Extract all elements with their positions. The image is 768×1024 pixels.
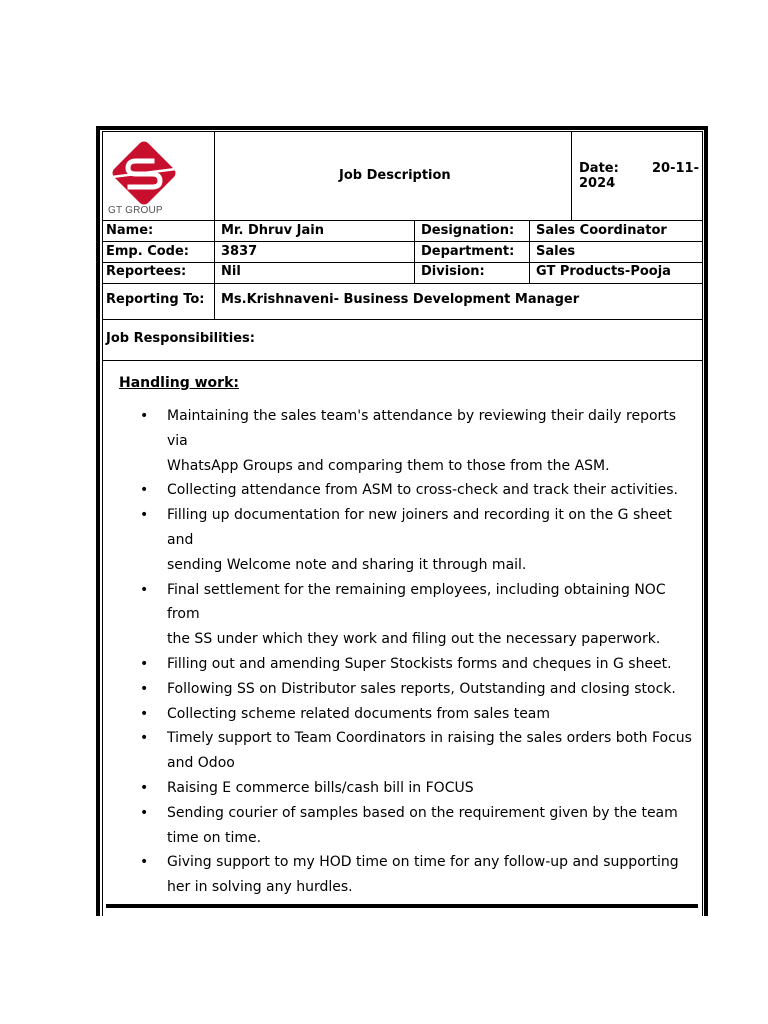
bullet-icon: • xyxy=(140,730,149,747)
responsibilities-list xyxy=(140,404,700,900)
bullet-icon: • xyxy=(140,507,149,524)
reporting-to-label: Reporting To: xyxy=(106,292,205,307)
list-item-line: Following SS on Distributor sales reports, Outstanding and closing stock. xyxy=(167,680,676,697)
date-value: 20-11- xyxy=(652,161,699,176)
bullet-icon: • xyxy=(140,705,149,722)
designation-label: Designation: xyxy=(421,223,515,238)
bullet-icon: • xyxy=(140,482,149,499)
list-item-line: Filling out and amending Super Stockists forms and cheques in G sheet. xyxy=(167,655,672,672)
document-bottom-rule xyxy=(106,904,698,908)
table-rule xyxy=(529,220,530,283)
list-item-line: Final settlement for the remaining employees, including obtaining NOC from xyxy=(167,581,666,623)
name-value: Mr. Dhruv Jain xyxy=(221,223,324,238)
list-item-line: and Odoo xyxy=(167,755,235,772)
list-item-line: her in solving any hurdles. xyxy=(167,879,353,896)
reporting-to-value: Ms.Krishnaveni- Business Development Manager xyxy=(221,292,580,307)
logo-text: GT GROUP xyxy=(108,205,163,216)
table-rule xyxy=(102,360,703,361)
list-item-line: Maintaining the sales team's attendance by reviewing their daily reports via xyxy=(167,408,677,449)
list-item-line: Timely support to Team Coordinators in raising the sales orders both Focus xyxy=(167,730,692,747)
list-item xyxy=(140,404,700,478)
reportees-value: Nil xyxy=(221,264,241,279)
date-label: Date: xyxy=(579,161,619,176)
list-item xyxy=(140,503,700,577)
list-item-line: Filling up documentation for new joiners and recording it on the G sheet and xyxy=(167,507,672,548)
bullet-icon: • xyxy=(140,779,149,796)
list-item-line: WhatsApp Groups and comparing them to those from the ASM. xyxy=(167,457,610,474)
list-item xyxy=(140,776,700,801)
emp-code-label: Emp. Code: xyxy=(106,244,189,259)
list-item xyxy=(140,652,700,677)
list-item-line: sending Welcome note and sharing it through mail. xyxy=(167,556,527,573)
page-title: Job Description xyxy=(339,168,451,183)
bullet-icon: • xyxy=(140,804,149,821)
job-responsibilities-label: Job Responsibilities: xyxy=(106,331,255,346)
list-item xyxy=(140,478,700,503)
table-rule xyxy=(102,241,703,242)
list-item-line: Sending courier of samples based on the requirement given by the team xyxy=(167,804,678,821)
emp-code-value: 3837 xyxy=(221,244,258,259)
list-item-line: time on time. xyxy=(167,829,262,846)
bullet-icon: • xyxy=(140,655,149,672)
reportees-label: Reportees: xyxy=(106,264,187,279)
table-rule xyxy=(214,131,215,319)
table-rule xyxy=(571,131,572,221)
date-value-year: 2024 xyxy=(579,176,616,191)
bullet-icon: • xyxy=(140,680,149,697)
bullet-icon: • xyxy=(140,854,149,871)
bullet-icon: • xyxy=(140,408,149,424)
list-item-line: Giving support to my HOD time on time for any follow-up and supporting xyxy=(167,854,679,871)
division-label: Division: xyxy=(421,264,485,279)
table-rule xyxy=(102,262,703,263)
table-rule xyxy=(102,283,703,284)
list-item-line: Collecting attendance from ASM to cross-check and track their activities. xyxy=(167,482,678,499)
list-item xyxy=(140,578,700,652)
list-item-line: Raising E commerce bills/cash bill in FOCUS xyxy=(167,779,474,796)
list-item xyxy=(140,677,700,702)
table-rule xyxy=(102,220,703,221)
table-rule xyxy=(414,220,415,283)
department-value: Sales xyxy=(536,244,576,259)
table-rule xyxy=(102,319,703,320)
designation-value: Sales Coordinator xyxy=(536,223,667,238)
bullet-icon: • xyxy=(140,581,149,598)
list-item xyxy=(140,726,700,776)
list-item xyxy=(140,702,700,727)
list-item-line: the SS under which they work and filing out the necessary paperwork. xyxy=(167,631,661,648)
division-value: GT Products-Pooja xyxy=(536,264,671,279)
section-heading: Handling work: xyxy=(119,375,239,391)
list-item-line: Collecting scheme related documents from sales team xyxy=(167,705,551,722)
name-label: Name: xyxy=(106,223,154,238)
department-label: Department: xyxy=(421,244,515,259)
list-item xyxy=(140,850,700,900)
list-item xyxy=(140,801,700,851)
